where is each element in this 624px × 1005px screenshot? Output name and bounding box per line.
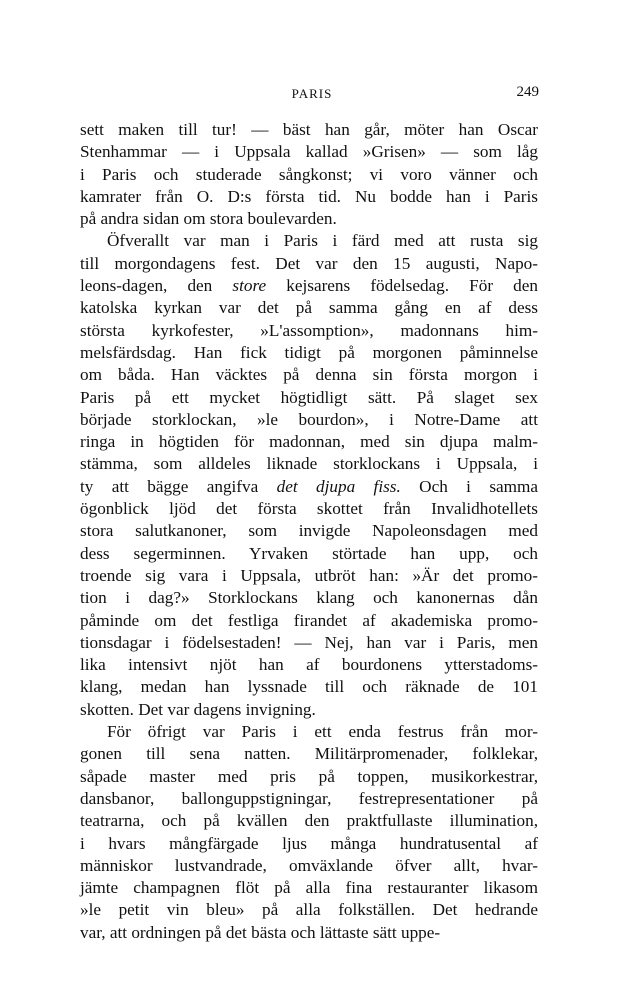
text-line: tion i dag?» Storklockans klang och kanonernas dån (80, 588, 538, 608)
text-line: Öfverallt var man i Paris i färd med att rusta sig (107, 231, 538, 251)
text-line: tionsdagar i födelsestaden! — Nej, han var i Paris, men (80, 632, 538, 652)
text-line: dansbanor, ballonguppstigningar, festrepresentationer på (80, 788, 538, 808)
text-line: stämma, som alldeles liknade storklockans i Uppsala, i (80, 454, 538, 474)
text-line: melsfärdsdag. Han fick tidigt på morgonen påminnelse (80, 342, 538, 362)
text-line: största kyrkofester, »L'assomption», madonnans him- (80, 320, 538, 340)
text-line: gonen till sena natten. Militärpromenader, folklekar, (80, 744, 538, 764)
text-line: i hvars mångfärgade ljus många hundratusental af (80, 833, 538, 853)
running-title: PARIS (291, 86, 333, 101)
text-line: dess segerminnen. Yrvaken störtade han upp, och (80, 543, 538, 563)
text-line: Stenhammar — i Uppsala kallad »Grisen» — som låg (80, 142, 538, 162)
text-line: var, att ordningen på det bästa och lättaste sätt uppe- (80, 922, 441, 942)
text-line: i Paris och studerade sångkonst; vi voro vänner och (80, 164, 538, 184)
text-line: lika intensivt njöt han af bourdonens ytterstadoms- (80, 655, 538, 675)
text-line: teatrarna, och på kvällen den praktfullaste illumination, (80, 811, 538, 831)
text-line: leons-dagen, den store kejsarens födelsedag. För den (80, 276, 538, 296)
text-line: jämte champagnen flöt på alla fina restauranter likasom (80, 878, 538, 898)
text-line: troende sig vara i Uppsala, utbröt han: »Är det promo- (80, 565, 538, 585)
text-line: katolska kyrkan var det på samma gång en af dess (80, 298, 538, 318)
italic-phrase: store (232, 276, 267, 296)
italic-phrase: det djupa fiss. (276, 476, 401, 496)
text-line: på andra sidan om stora boulevarden. (80, 209, 337, 229)
text-line: För öfrigt var Paris i ett enda festrus från mor- (107, 722, 538, 742)
page-number: 249 (516, 84, 539, 100)
text-line: stora salutkanoner, som invigde Napoleonsdagen med (80, 521, 538, 541)
text-line: Paris på ett mycket högtidligt sätt. På slaget sex (80, 387, 538, 407)
text-line: ty att bägge angifva det djupa fiss. Och i samma (80, 476, 539, 496)
text-line: började storklockan, »le bourdon», i Notre-Dame att (80, 409, 538, 429)
text-line: påminde om det festliga firandet af akademiska promo- (80, 610, 538, 630)
text-line: klang, medan han lyssnade till och räknade de 101 (80, 677, 538, 697)
text-line: sett maken till tur! — bäst han går, möter han Oscar (80, 120, 538, 139)
text-line: ringa in högtiden för madonnan, med sin djupa malm- (80, 432, 538, 452)
text-line: såpade master med pris på toppen, musikorkestrar, (80, 766, 538, 786)
text-line: kamrater från O. D:s första tid. Nu bodde han i Paris (80, 186, 538, 206)
text-line: »le petit vin bleu» på alla folkställen. Det hedrande (80, 900, 538, 920)
body-text (80, 119, 538, 944)
text-line: skotten. Det var dagens invigning. (80, 699, 316, 719)
text-line: till morgondagens fest. Det var den 15 augusti, Napo- (80, 253, 538, 273)
text-line: ögonblick ljöd det första skottet från Invalidhotellets (80, 499, 538, 519)
text-line: människor lustvandrade, omväxlande öfver allt, hvar- (80, 855, 538, 875)
text-line: om båda. Han väcktes på denna sin första morgon i (80, 365, 538, 385)
